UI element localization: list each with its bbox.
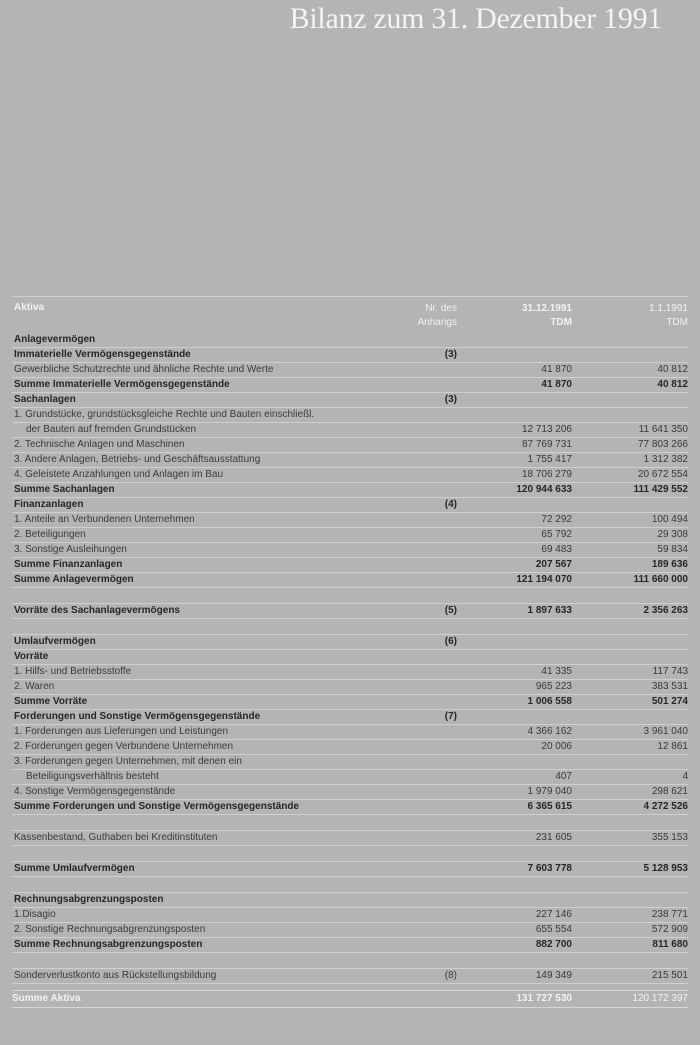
table-row xyxy=(12,363,688,378)
row-label: Finanzanlagen xyxy=(14,499,84,510)
table-row xyxy=(12,635,688,650)
table-row xyxy=(12,938,688,953)
current-year-heading: 31.12.1991 TDM xyxy=(521,303,572,328)
note-number: (7) xyxy=(444,711,457,722)
row-label: 2. Forderungen gegen Verbundene Unternehmen xyxy=(14,741,234,752)
row-label: der Bauten auf fremden Grundstücken xyxy=(26,424,197,435)
table-row xyxy=(12,468,688,483)
total-current-value: 131 727 530 xyxy=(516,993,572,1004)
row-label: Vorräte des Sachanlagevermögens xyxy=(14,605,180,616)
table-row xyxy=(12,969,688,984)
value-1-1-1991: 383 531 xyxy=(651,681,688,692)
value-31-12-1991: 4 366 162 xyxy=(527,726,572,737)
value-1-1-1991: 4 272 526 xyxy=(643,801,688,812)
value-31-12-1991: 12 713 206 xyxy=(521,424,572,435)
table-row xyxy=(12,483,688,498)
value-1-1-1991: 111 429 552 xyxy=(633,484,688,495)
value-31-12-1991: 18 706 279 xyxy=(521,469,572,480)
row-label: Immaterielle Vermögensgegenstände xyxy=(14,349,191,360)
table-row xyxy=(12,543,688,558)
table-row xyxy=(12,604,688,619)
value-31-12-1991: 227 146 xyxy=(535,909,572,920)
table-row xyxy=(12,528,688,543)
value-31-12-1991: 149 349 xyxy=(535,970,572,981)
row-spacer xyxy=(12,846,688,862)
row-label: Summe Anlagevermögen xyxy=(14,574,134,585)
table-row xyxy=(12,408,688,423)
value-31-12-1991: 41 335 xyxy=(541,666,572,677)
row-label: 1. Anteile an Verbundenen Unternehmen xyxy=(14,514,195,525)
row-label: 3. Andere Anlagen, Betriebs- und Geschäftsausstattung xyxy=(14,454,261,465)
balance-sheet-table xyxy=(12,296,688,1008)
value-31-12-1991: 121 194 070 xyxy=(516,574,572,585)
value-31-12-1991: 41 870 xyxy=(541,379,572,390)
value-1-1-1991: 3 961 040 xyxy=(643,726,688,737)
value-31-12-1991: 231 605 xyxy=(535,832,572,843)
value-31-12-1991: 20 006 xyxy=(541,741,572,752)
table-header xyxy=(12,296,688,333)
value-1-1-1991: 77 803 266 xyxy=(637,439,688,450)
note-number-heading: Nr. des Anhangs xyxy=(417,303,457,328)
table-row xyxy=(12,725,688,740)
table-row xyxy=(12,680,688,695)
value-1-1-1991: 12 861 xyxy=(657,741,688,752)
row-label: Kassenbestand, Guthaben bei Kreditinstituten xyxy=(14,832,218,843)
value-1-1-1991: 1 312 382 xyxy=(643,454,688,465)
value-31-12-1991: 65 792 xyxy=(541,529,572,540)
row-spacer xyxy=(12,619,688,635)
row-label: Rechnungsabgrenzungsposten xyxy=(14,894,164,905)
value-1-1-1991: 40 812 xyxy=(657,379,688,390)
value-1-1-1991: 11 641 350 xyxy=(638,424,688,435)
row-label: Beteiligungsverhältnis besteht xyxy=(26,771,159,782)
table-row xyxy=(12,573,688,588)
value-31-12-1991: 1 897 633 xyxy=(527,605,572,616)
table-row xyxy=(12,695,688,710)
value-31-12-1991: 1 006 558 xyxy=(527,696,572,707)
row-label: Summe Rechnungsabgrenzungsposten xyxy=(14,939,203,950)
page-title: Bilanz zum 31. Dezember 1991 xyxy=(289,2,662,35)
value-31-12-1991: 69 483 xyxy=(541,544,572,555)
table-row xyxy=(12,785,688,800)
row-label: Forderungen und Sonstige Vermögensgegenstände xyxy=(14,711,261,722)
value-1-1-1991: 501 274 xyxy=(651,696,688,707)
value-31-12-1991: 1 979 040 xyxy=(527,786,572,797)
value-31-12-1991: 87 769 731 xyxy=(521,439,572,450)
value-31-12-1991: 120 944 633 xyxy=(516,484,572,495)
total-prior-value: 120 172 397 xyxy=(632,993,688,1004)
value-31-12-1991: 1 755 417 xyxy=(527,454,572,465)
value-31-12-1991: 41 870 xyxy=(541,364,572,375)
row-spacer xyxy=(12,877,688,893)
value-31-12-1991: 207 567 xyxy=(535,559,572,570)
value-1-1-1991: 111 660 000 xyxy=(633,574,688,585)
value-1-1-1991: 572 909 xyxy=(651,924,688,935)
value-1-1-1991: 100 494 xyxy=(651,514,688,525)
value-1-1-1991: 355 153 xyxy=(651,832,688,843)
row-label: 2. Waren xyxy=(14,681,55,692)
prior-year-heading: 1.1.1991 TDM xyxy=(649,303,688,328)
note-number: (8) xyxy=(444,970,457,981)
table-row xyxy=(12,558,688,573)
row-label: 4. Geleistete Anzahlungen und Anlagen im Bau xyxy=(14,469,224,480)
row-label: Summe Sachanlagen xyxy=(14,484,115,495)
table-row xyxy=(12,862,688,877)
row-label: Summe Umlaufvermögen xyxy=(14,863,135,874)
table-row xyxy=(12,831,688,846)
row-label: 1. Grundstücke, grundstücksgleiche Rechte und Bauten einschließl. xyxy=(14,409,315,420)
table-row xyxy=(12,800,688,815)
table-row xyxy=(12,348,688,363)
row-label: Gewerbliche Schutzrechte und ähnliche Rechte und Werte xyxy=(14,364,274,375)
row-label: 2. Technische Anlagen und Maschinen xyxy=(14,439,185,450)
value-1-1-1991: 189 636 xyxy=(651,559,688,570)
row-label: 2. Sonstige Rechnungsabgrenzungsposten xyxy=(14,924,206,935)
table-row xyxy=(12,378,688,393)
row-spacer xyxy=(12,588,688,604)
row-label: Summe Finanzanlagen xyxy=(14,559,123,570)
value-31-12-1991: 655 554 xyxy=(535,924,572,935)
note-number: (5) xyxy=(444,605,457,616)
value-1-1-1991: 215 501 xyxy=(651,970,688,981)
table-row xyxy=(12,710,688,725)
value-1-1-1991: 298 621 xyxy=(651,786,688,797)
row-label: 1.Disagio xyxy=(14,909,56,920)
row-label: Sonderverlustkonto aus Rückstellungsbildung xyxy=(14,970,217,981)
table-row xyxy=(12,893,688,908)
row-label: 3. Sonstige Ausleihungen xyxy=(14,544,127,555)
value-1-1-1991: 40 812 xyxy=(657,364,688,375)
table-row xyxy=(12,908,688,923)
aktiva-heading: Aktiva xyxy=(14,302,45,313)
row-label: 4. Sonstige Vermögensgegenstände xyxy=(14,786,176,797)
row-label: 1. Forderungen aus Lieferungen und Leistungen xyxy=(14,726,229,737)
row-label: Umlaufvermögen xyxy=(14,636,96,647)
table-row xyxy=(12,770,688,785)
value-1-1-1991: 2 356 263 xyxy=(643,605,688,616)
value-31-12-1991: 7 603 778 xyxy=(527,863,572,874)
value-1-1-1991: 4 xyxy=(682,771,688,782)
table-row xyxy=(12,665,688,680)
value-1-1-1991: 117 743 xyxy=(652,666,688,677)
value-1-1-1991: 811 680 xyxy=(652,939,688,950)
table-row xyxy=(12,423,688,438)
value-31-12-1991: 882 700 xyxy=(535,939,572,950)
table-row xyxy=(12,740,688,755)
total-label: Summe Aktiva xyxy=(12,993,81,1004)
table-row xyxy=(12,453,688,468)
row-label: Summe Immaterielle Vermögensgegenstände xyxy=(14,379,230,390)
row-label: Anlagevermögen xyxy=(14,334,96,345)
row-label: 1. Hilfs- und Betriebsstoffe xyxy=(14,666,132,677)
value-31-12-1991: 6 365 615 xyxy=(527,801,572,812)
row-label: Vorräte xyxy=(14,651,49,662)
table-row xyxy=(12,498,688,513)
table-row xyxy=(12,755,688,770)
row-label: 3. Forderungen gegen Unternehmen, mit denen ein xyxy=(14,756,242,767)
value-1-1-1991: 238 771 xyxy=(651,909,688,920)
value-1-1-1991: 20 672 554 xyxy=(637,469,688,480)
total-row xyxy=(12,990,688,1008)
row-label: Summe Forderungen und Sonstige Vermögensgegenstände xyxy=(14,801,300,812)
table-row xyxy=(12,513,688,528)
table-row xyxy=(12,923,688,938)
note-number: (3) xyxy=(444,394,457,405)
table-row xyxy=(12,333,688,348)
value-1-1-1991: 5 128 953 xyxy=(643,863,688,874)
value-1-1-1991: 29 308 xyxy=(657,529,688,540)
row-label: 2. Beteiligungen xyxy=(14,529,86,540)
table-row xyxy=(12,438,688,453)
row-label: Sachanlagen xyxy=(14,394,76,405)
value-31-12-1991: 965 223 xyxy=(535,681,572,692)
row-spacer xyxy=(12,953,688,969)
value-31-12-1991: 407 xyxy=(555,771,572,782)
table-row xyxy=(12,650,688,665)
note-number: (3) xyxy=(444,349,457,360)
note-number: (4) xyxy=(444,499,457,510)
table-row xyxy=(12,393,688,408)
note-number: (6) xyxy=(444,636,457,647)
value-1-1-1991: 59 834 xyxy=(657,544,688,555)
value-31-12-1991: 72 292 xyxy=(541,514,572,525)
row-label: Summe Vorräte xyxy=(14,696,88,707)
table-body xyxy=(12,333,688,984)
row-spacer xyxy=(12,815,688,831)
